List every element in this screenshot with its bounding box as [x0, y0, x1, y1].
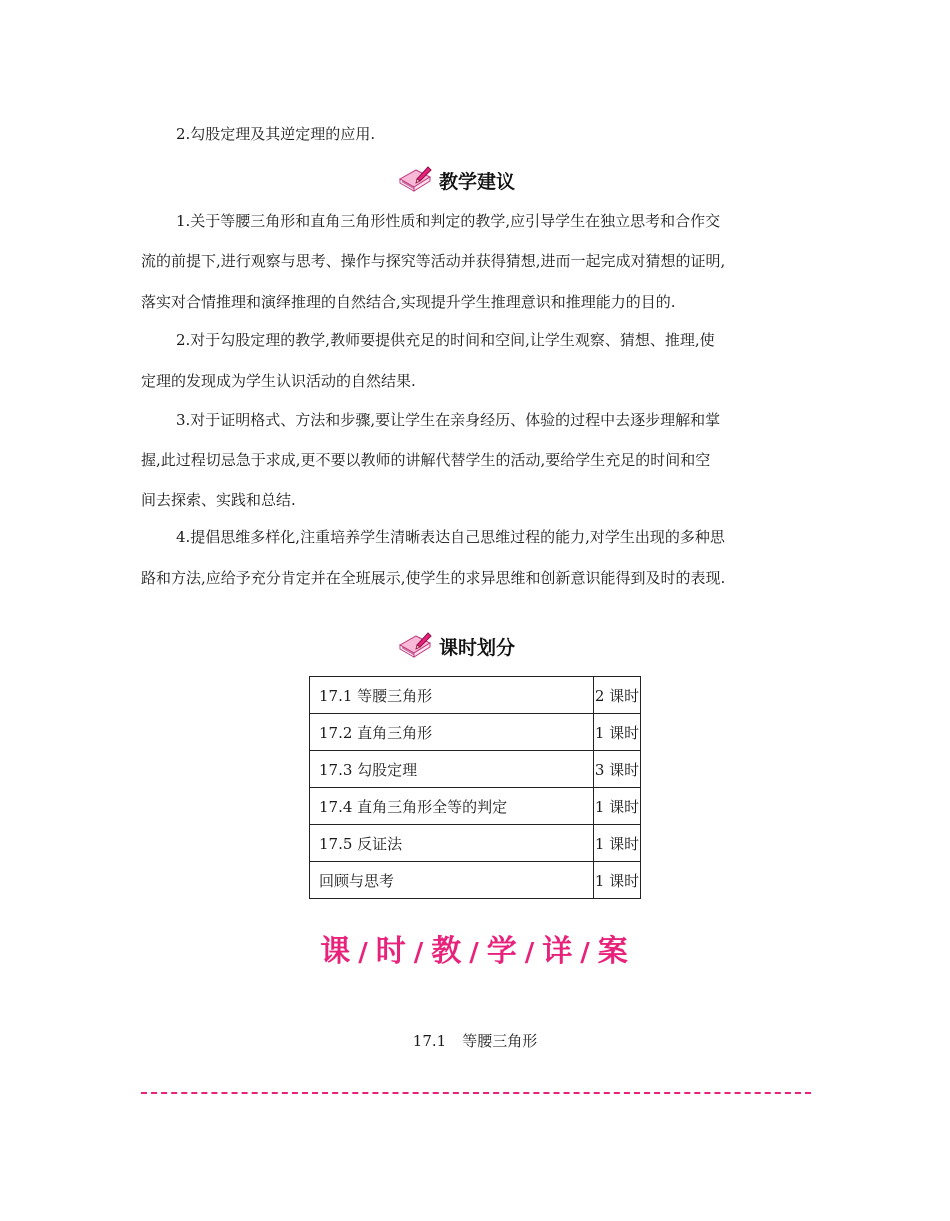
teaching-suggestions-title: 教学建议 [439, 170, 516, 193]
suggestion-line: 4.提倡思维多样化,注重培养学生清晰表达自己思维过程的能力,对学生出现的多种思 [176, 528, 725, 546]
banner-char: 时 [375, 934, 408, 969]
table-row [310, 825, 641, 862]
banner-separator: / [413, 938, 426, 968]
hours-cell: 1 课时 [594, 788, 641, 825]
banner-separator: / [524, 938, 537, 968]
topic-cell: 17.3 勾股定理 [310, 751, 594, 788]
table-row [310, 788, 641, 825]
teaching-suggestions-heading [397, 165, 515, 195]
table-row [310, 677, 641, 714]
intro-line: 2.勾股定理及其逆定理的应用. [176, 125, 376, 143]
banner-char: 案 [597, 934, 630, 969]
suggestion-line: 3.对于证明格式、方法和步骤,要让学生在亲身经历、体验的过程中去逐步理解和掌 [176, 411, 721, 429]
section-title [0, 1030, 950, 1051]
suggestion-line: 流的前提下,进行观察与思考、操作与探究等活动并获得猜想,进而一起完成对猜想的证明, [141, 252, 726, 270]
topic-cell: 17.4 直角三角形全等的判定 [310, 788, 594, 825]
topic-cell: 回顾与思考 [310, 862, 594, 899]
hours-cell: 1 课时 [594, 862, 641, 899]
dashed-divider [141, 1092, 811, 1094]
section-name: 等腰三角形 [462, 1032, 538, 1050]
banner-char: 详 [542, 934, 575, 969]
book-pencil-icon [397, 631, 433, 661]
banner-separator: / [469, 938, 481, 968]
topic-cell: 17.1 等腰三角形 [310, 677, 594, 714]
suggestion-line: 路和方法,应给予充分肯定并在全班展示,使学生的求异思维和创新意识能得到及时的表现. [141, 569, 726, 587]
schedule-title: 课时划分 [439, 636, 516, 659]
book-pencil-icon [397, 165, 433, 195]
topic-cell: 17.2 直角三角形 [310, 714, 594, 751]
suggestion-line: 定理的发现成为学生认识活动的自然结果. [141, 372, 416, 390]
schedule-table [309, 676, 641, 899]
section-number: 17.1 [412, 1032, 447, 1050]
suggestion-line: 1.关于等腰三角形和直角三角形性质和判定的教学,应引导学生在独立思考和合作交 [176, 212, 721, 230]
hours-cell: 2 课时 [594, 677, 641, 714]
topic-cell: 17.5 反证法 [310, 825, 594, 862]
suggestion-line: 落实对合情推理和演绎推理的自然结合,实现提升学生推理意识和推理能力的目的. [141, 293, 676, 311]
table-row [310, 714, 641, 751]
suggestion-line: 2.对于勾股定理的教学,教师要提供充足的时间和空间,让学生观察、猜想、推理,使 [176, 331, 715, 349]
hours-cell: 1 课时 [594, 825, 641, 862]
banner-separator: / [580, 938, 592, 968]
hours-cell: 1 课时 [594, 714, 641, 751]
lesson-plan-banner [0, 926, 950, 970]
hours-cell: 3 课时 [594, 751, 641, 788]
schedule-heading [397, 631, 515, 661]
table-row [310, 862, 641, 899]
banner-char: 学 [486, 934, 519, 969]
suggestion-line: 间去探索、实践和总结. [141, 491, 296, 509]
suggestion-line: 握,此过程切忌急于求成,更不要以教师的讲解代替学生的活动,要给学生充足的时间和空 [141, 451, 711, 469]
banner-char: 课 [320, 934, 353, 969]
banner-separator: / [358, 938, 370, 968]
banner-char: 教 [431, 934, 464, 969]
table-row [310, 751, 641, 788]
